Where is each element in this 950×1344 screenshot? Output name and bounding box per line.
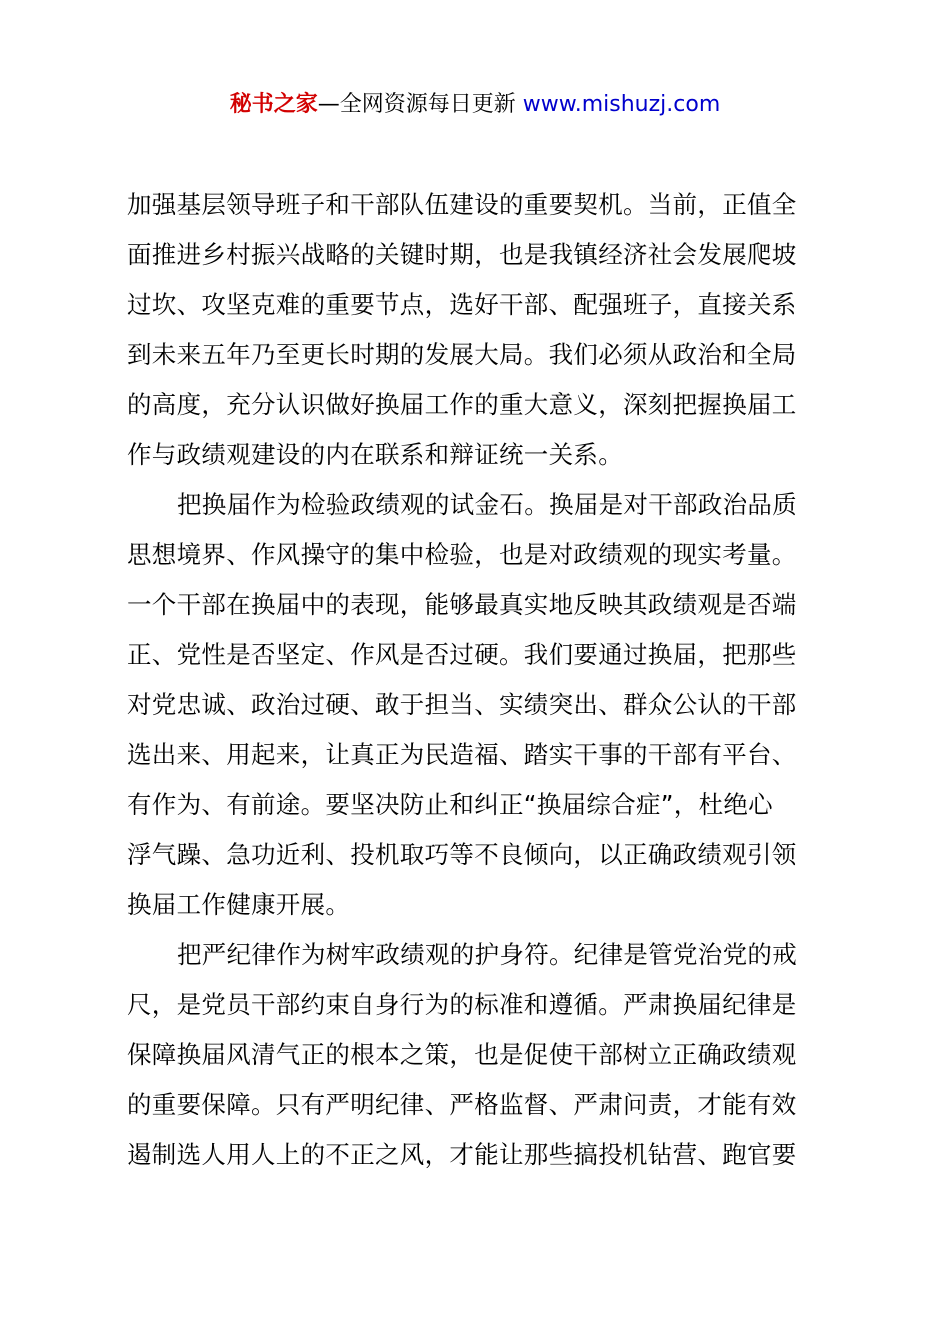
paragraph	[127, 930, 837, 1180]
text-line: 浮气躁、急功近利、投机取巧等不良倾向，以正确政绩观引领	[127, 840, 797, 869]
site-brand: 秘书之家	[229, 92, 318, 117]
text-line: 对党忠诚、政治过硬、敢于担当、实绩突出、群众公认的干部	[127, 690, 797, 719]
text-line: 保障换届风清气正的根本之策，也是促使干部树立正确政绩观	[127, 1040, 797, 1069]
paragraph	[127, 480, 837, 930]
text-line: 面推进乡村振兴战略的关键时期，也是我镇经济社会发展爬坡	[127, 240, 797, 269]
text-line: 思想境界、作风操守的集中检验，也是对政绩观的现实考量。	[127, 540, 797, 569]
text-line: 到未来五年乃至更长时期的发展大局。我们必须从政治和全局	[127, 340, 797, 369]
site-url-link[interactable]: www.mishuzj.com	[522, 92, 721, 117]
site-header	[0, 89, 950, 121]
text-line: 加强基层领导班子和干部队伍建设的重要契机。当前，正值全	[127, 190, 797, 219]
text-line: 的高度，充分认识做好换届工作的重大意义，深刻把握换届工	[127, 390, 797, 419]
text-line: 把换届作为检验政绩观的试金石。换届是对干部政治品质	[177, 490, 797, 519]
text-line: 选出来、用起来，让真正为民造福、踏实干事的干部有平台、	[127, 740, 797, 769]
text-line: 遏制选人用人上的不正之风，才能让那些搞投机钻营、跑官要	[127, 1140, 797, 1169]
text-line: 过坎、攻坚克难的重要节点，选好干部、配强班子，直接关系	[127, 290, 797, 319]
site-tagline: —全网资源每日更新	[317, 92, 523, 117]
paragraph	[127, 180, 837, 480]
text-line: 有作为、有前途。要坚决防止和纠正“换届综合症”，杜绝心	[127, 790, 773, 819]
text-line: 正、党性是否坚定、作风是否过硬。我们要通过换届，把那些	[127, 640, 797, 669]
text-line: 一个干部在换届中的表现，能够最真实地反映其政绩观是否端	[127, 590, 797, 619]
document-body	[127, 180, 837, 1180]
text-line: 尺，是党员干部约束自身行为的标准和遵循。严肃换届纪律是	[127, 990, 797, 1019]
text-line: 的重要保障。只有严明纪律、严格监督、严肃问责，才能有效	[127, 1090, 797, 1119]
text-line: 把严纪律作为树牢政绩观的护身符。纪律是管党治党的戒	[177, 940, 797, 969]
text-line: 作与政绩观建设的内在联系和辩证统一关系。	[127, 440, 623, 469]
text-line: 换届工作健康开展。	[127, 890, 351, 919]
